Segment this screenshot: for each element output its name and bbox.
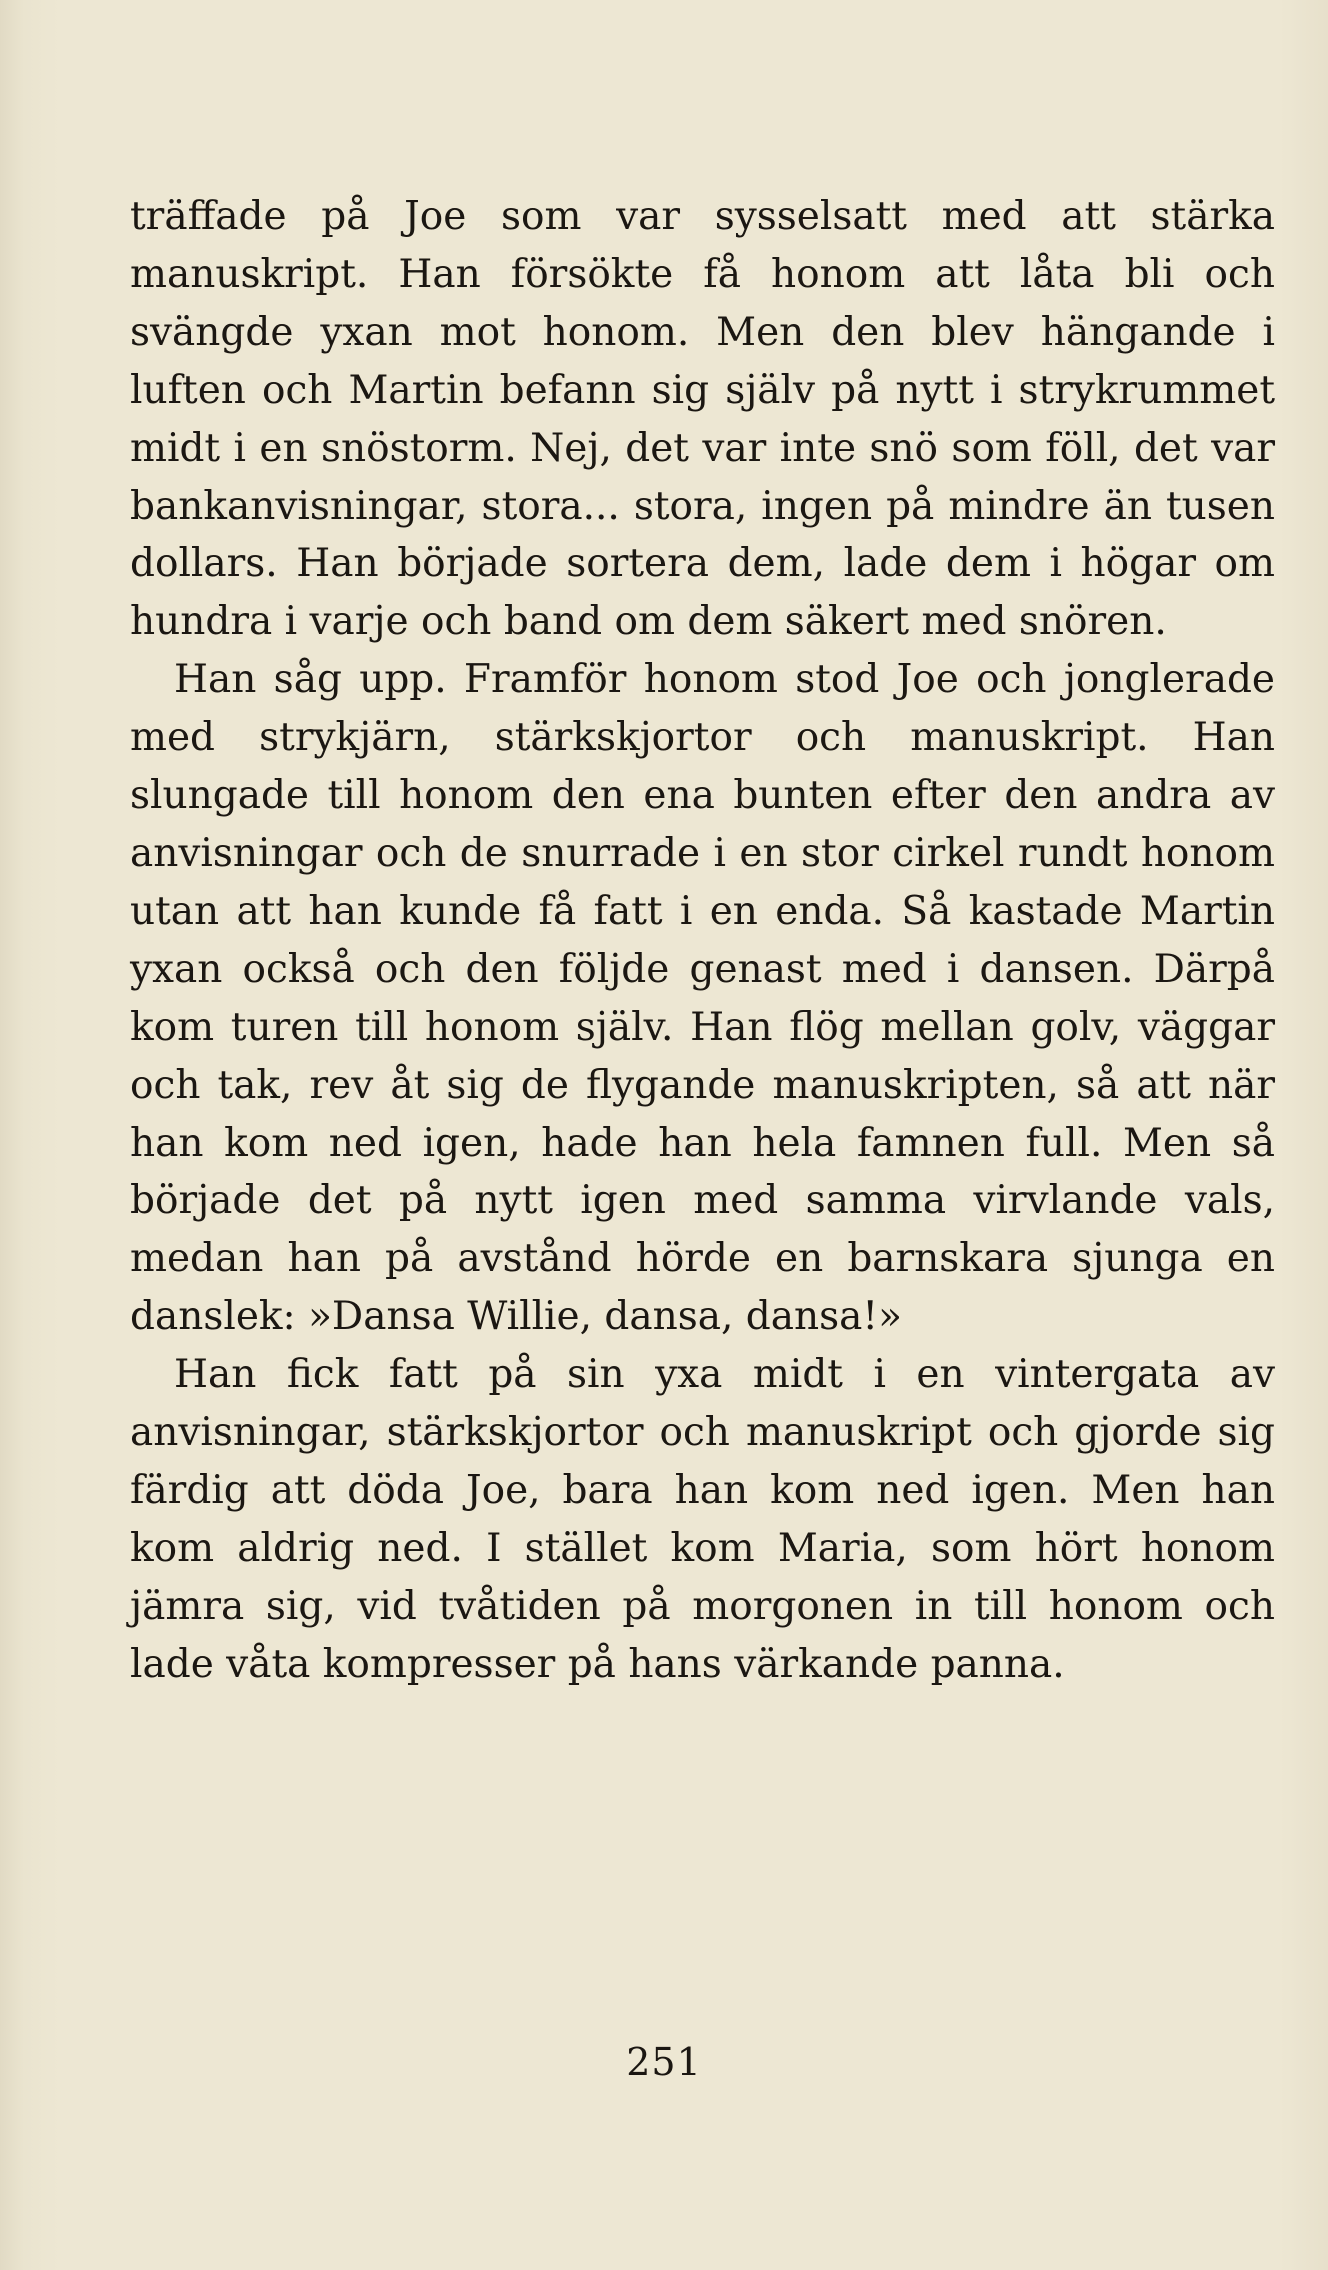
paragraph-2: Han såg upp. Framför honom stod Joe och jonglerade med strykjärn, stärkskjortor och manuskript. Han slungade till honom den ena bunten efter den andra av anvisningar och de snurrade i en stor cirkel rundt honom utan att han kunde få fatt i en enda. Så kastade Martin yxan också och den följde genast med i dansen. Därpå kom turen till honom själv. Han flög mellan golv, väggar och tak, rev åt sig de flygande manuskripten, så att när han kom ned igen, hade han hela famnen full. Men så började det på nytt igen med samma virvlande vals, medan han på avstånd hörde en barnskara sjunga en danslek: »Dansa Willie, dansa, dansa!» [130, 657, 1275, 1340]
paragraph-3: Han fick fatt på sin yxa midt i en vintergata av anvisningar, stärkskjortor och manuskript och gjorde sig färdig att döda Joe, bara han kom ned igen. Men han kom aldrig ned. I stället kom Maria, som hört honom jämra sig, vid tvåtiden på morgonen in till honom och lade våta kompresser på hans värkande panna. [130, 1352, 1275, 1687]
page-number: 251 [626, 2040, 702, 2084]
paragraph-1: träffade på Joe som var sysselsatt med att stärka manuskript. Han försökte få honom att låta bli och svängde yxan mot honom. Men den blev hängande i luften och Martin befann sig själv på nytt i strykrummet midt i en snöstorm. Nej, det var inte snö som föll, det var bankanvisningar, stora... stora, ingen på mindre än tusen dollars. Han började sortera dem, lade dem i högar om hundra i varje och band om dem säkert med snören. [130, 194, 1275, 645]
body-text [130, 188, 1275, 1694]
